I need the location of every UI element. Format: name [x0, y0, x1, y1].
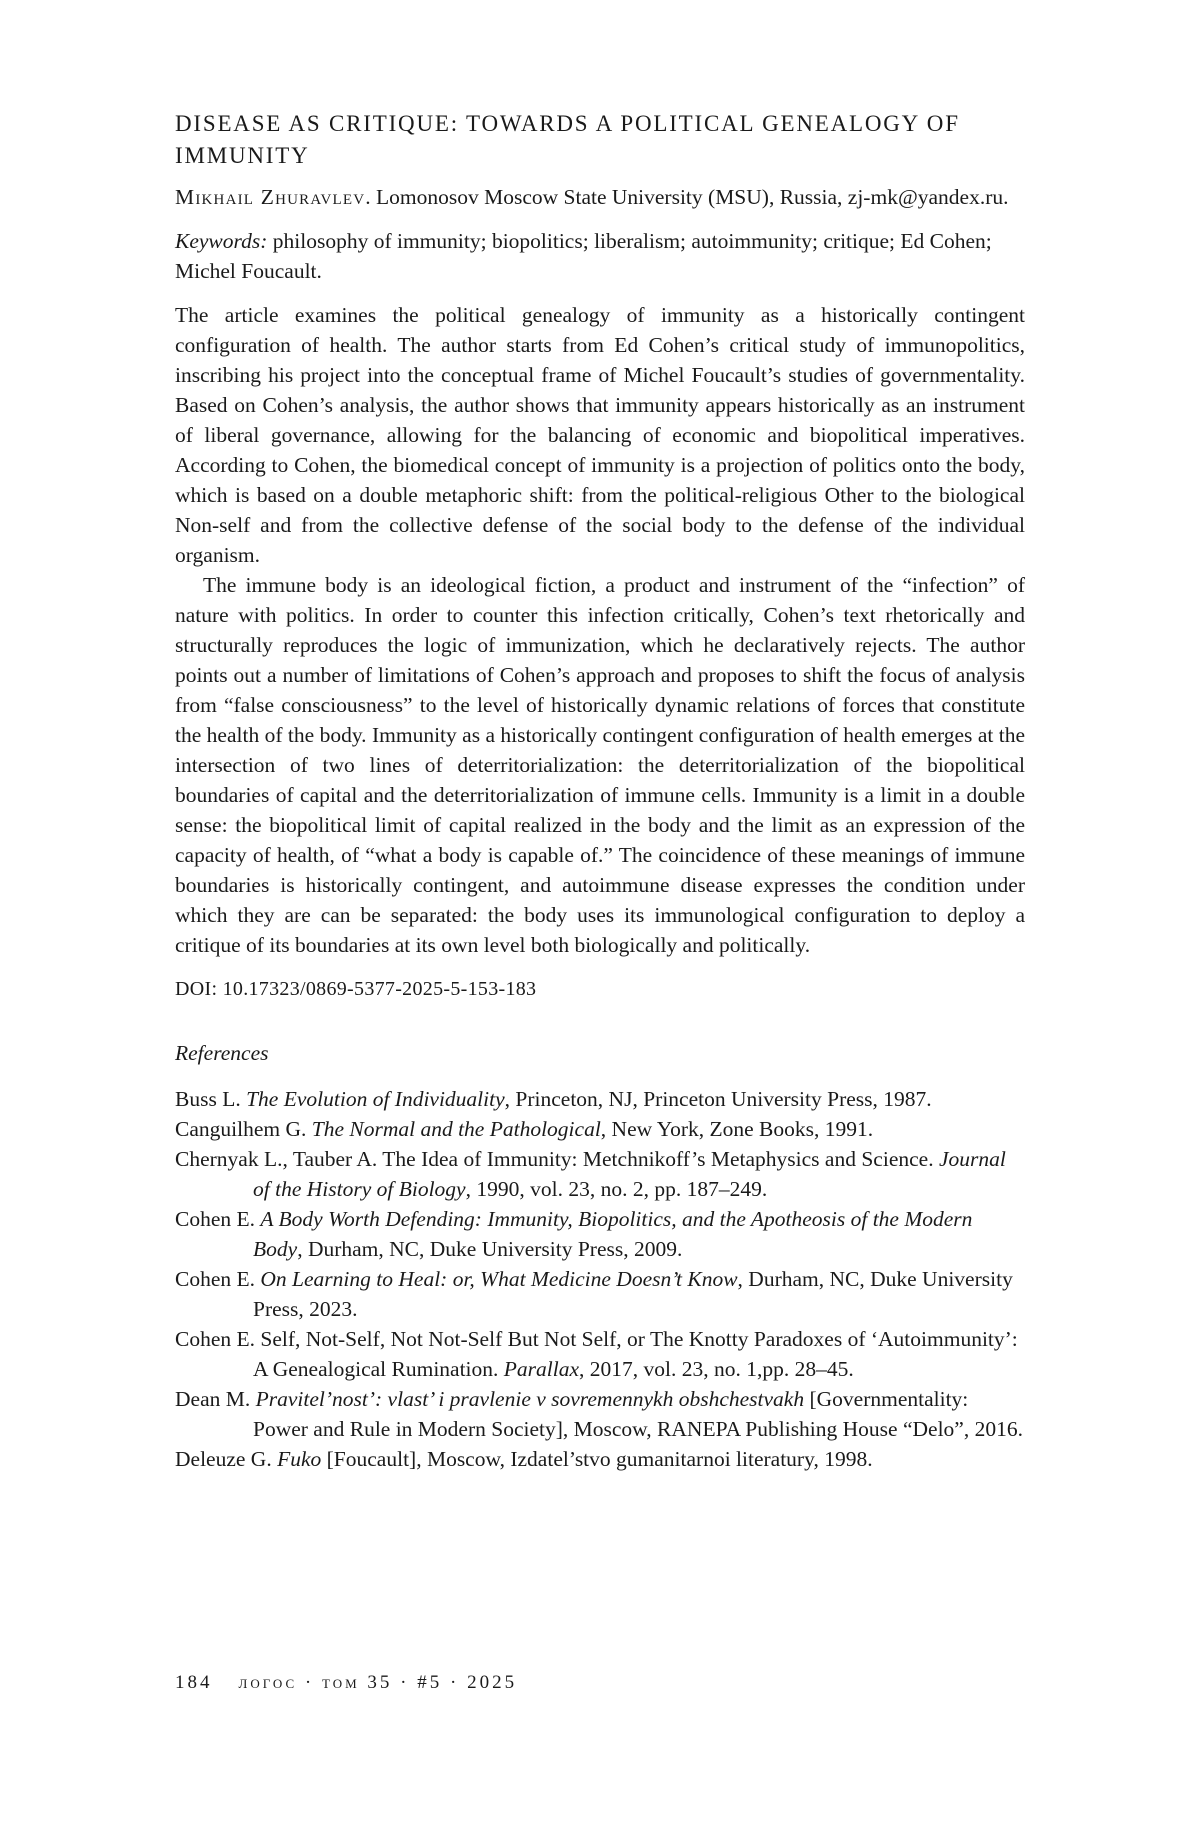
keywords-label: Keywords: — [175, 229, 268, 253]
references-heading: References — [175, 1041, 269, 1065]
reference-post: , Durham, NC, Duke University Press, 2023. — [253, 1267, 1013, 1321]
reference-pre: Dean M. — [175, 1387, 256, 1411]
reference-title: Journal of the History of Biology — [253, 1147, 1006, 1201]
reference-post: [Governmentality: Power and Rule in Modern Society], Moscow, RANEPA Publishing House “Delo”, 2016. — [253, 1387, 1023, 1441]
abstract — [175, 300, 1025, 960]
reference-title: Parallax — [503, 1357, 580, 1381]
article-title: DISEASE AS CRITIQUE: TOWARDS A POLITICAL GENEALOGY OF IMMUNITY — [175, 111, 960, 168]
article-page — [175, 108, 1025, 1474]
reference-title: Fuko — [277, 1447, 322, 1471]
page-footer — [175, 1672, 517, 1694]
reference-post: , Durham, NC, Duke University Press, 2009. — [297, 1237, 683, 1261]
keywords-text: philosophy of immunity; biopolitics; liberalism; autoimmunity; critique; Ed Cohen; Michel Foucault. — [175, 229, 992, 283]
reference-pre: Cohen E. Self, Not-Self, Not Not-Self But Not Self, or The Knotty Paradoxes of ‘Autoimmunity’: A Genealogical Rumination. — [175, 1327, 1018, 1381]
references-list — [175, 1084, 1025, 1474]
reference-title: Pravitel’nost’: vlast’ i pravlenie v sovremennykh obshchestvakh — [255, 1387, 805, 1411]
abstract-paragraph-2: The immune body is an ideological fiction, a product and instrument of the “infection” of nature with politics. In order to counter this infection critically, Cohen’s text rhetorically and structurally reproduces the logic of immunization, which he declaratively rejects. The author points out a number of limitations of Cohen’s approach and proposes to shift the focus of analysis from “false consciousness” to the level of historically dynamic relations of forces that constitute the health of the body. Immunity as a historically contingent configuration of health emerges at the intersection of two lines of deterritorialization: the deterritorialization of the biopolitical boundaries of capital and the deterritorialization of immune cells. Immunity is a limit in a double sense: the biopolitical limit of capital realized in the body and the limit as an expression of the capacity of health, of “what a body is capable of.” The coincidence of these meanings of immune boundaries is historically contingent, and autoimmune disease expresses the condition under which they are can be separated: the body uses its immunological configuration to deploy a critique of its boundaries at its own level both biologically and politically. — [175, 573, 1025, 957]
reference-pre: Cohen E. — [175, 1267, 261, 1291]
reference-title: The Evolution of Individuality — [246, 1087, 505, 1111]
doi: DOI: 10.17323/0869-5377-2025-5-153-183 — [175, 978, 537, 1000]
reference-item — [175, 1114, 1025, 1144]
reference-post: , 1990, vol. 23, no. 2, pp. 187–249. — [465, 1177, 768, 1201]
author-line — [175, 182, 1025, 212]
reference-pre: Chernyak L., Tauber A. The Idea of Immunity: Metchnikoff’s Metaphysics and Science. — [175, 1147, 939, 1171]
reference-title: The Normal and the Pathological — [311, 1117, 601, 1141]
reference-item — [175, 1264, 1025, 1324]
reference-item — [175, 1324, 1025, 1384]
author-affiliation: . Lomonosov Moscow State University (MSU), Russia, zj-mk@yandex.ru. — [365, 185, 1009, 209]
reference-pre: Cohen E. — [175, 1207, 261, 1231]
reference-post: , Princeton, NJ, Princeton University Press, 1987. — [504, 1087, 932, 1111]
journal-running-head: логос · том 35 · #5 · 2025 — [238, 1672, 518, 1693]
page-number: 184 — [175, 1672, 213, 1693]
reference-pre: Deleuze G. — [175, 1447, 278, 1471]
reference-item — [175, 1144, 1025, 1204]
reference-pre: Canguilhem G. — [175, 1117, 312, 1141]
reference-title: A Body Worth Defending: Immunity, Biopolitics, and the Apotheosis of the Modern Body — [253, 1207, 973, 1261]
abstract-paragraph-1: The article examines the political genealogy of immunity as a historically contingent configuration of health. The author starts from Ed Cohen’s critical study of immunopolitics, inscribing his project into the conceptual frame of Michel Foucault’s studies of governmentality. Based on Cohen’s analysis, the author shows that immunity appears historically as an instrument of liberal governance, allowing for the balancing of economic and biopolitical imperatives. According to Cohen, the biomedical concept of immunity is a projection of politics onto the body, which is based on a double metaphoric shift: from the political-religious Other to the biological Non-self and from the collective defense of the social body to the defense of the individual organism. — [175, 303, 1025, 567]
keywords — [175, 226, 1025, 286]
reference-title: On Learning to Heal: or, What Medicine Doesn’t Know — [260, 1267, 738, 1291]
reference-post: , New York, Zone Books, 1991. — [600, 1117, 874, 1141]
reference-item — [175, 1084, 1025, 1114]
reference-post: , 2017, vol. 23, no. 1,pp. 28–45. — [579, 1357, 854, 1381]
reference-item — [175, 1384, 1025, 1444]
reference-post: [Foucault], Moscow, Izdatel’stvo gumanitarnoi literatury, 1998. — [321, 1447, 873, 1471]
author-name: Mikhail Zhuravlev — [175, 185, 366, 209]
reference-pre: Buss L. — [175, 1087, 247, 1111]
reference-item — [175, 1204, 1025, 1264]
reference-item — [175, 1444, 1025, 1474]
